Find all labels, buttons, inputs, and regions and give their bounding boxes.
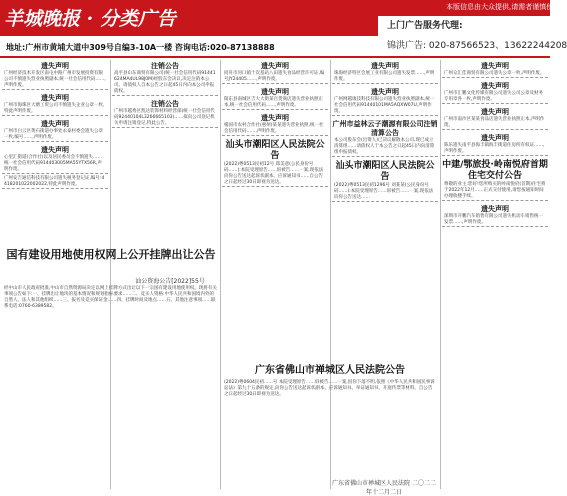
court-notice-body: (2022)粤0604民初……号 本院受理原告……诉被告……一案,因你下落不明,依照《中华人民共和国民事诉讼法》第九十五条的规定,向你公告送达起诉状副本、应诉通知书、举证通知书、开庭传票等材料。自公告之日起经过30日即视为送达。 — [224, 380, 435, 397]
header-notice: 本版信息由大众提供,请需者谨慎使用! — [445, 3, 563, 11]
notice-item: 遗失声明 广州市汇鹏文化传媒有限公司遗失公司公章及财务专用章各一枚,声明作废。 — [442, 80, 548, 104]
notice-item: 遗失声明 深圳市开鹏汽车销售有限公司遗失机动车销售统一发票……,声明作废。 — [442, 203, 548, 227]
notice-item: 遗失声明 阳东县南城区吉大大街某百货商店遗失营业执照正本,统一社会信用代码……,声明作废。 — [222, 86, 328, 110]
notice-item: 遗失声明 广州网越康技科技有限公司遗失营业执照副本,统一社会信用代码91440101MA5AQXW07U,声明作废。 — [332, 86, 438, 116]
service-title: 上门广告服务代理: — [387, 21, 463, 31]
notice-item: 注销公告 高平县山东商贸有限公司(统一社会信用代码91441624MA4UL98J0M)经股东会决议,决定注销本公司。请债权人自本公告之日起45日内向本公司申报债权。 — [112, 60, 218, 96]
address-line: 地址:广州市黄埔大道中309号自编3-10A一楼 咨询电话:020-87138888 — [6, 43, 275, 52]
notice-item: 汕头市潮阳区人民法院公告 (2022)粤0513民初1296号 刘某某(公民身份号码……):本院受理原告……诉被告……一案,现依法向你公告送达…… — [332, 159, 438, 202]
court-notice-footer: 广东省佛山市禅城区人民法院 二〇二二年十二月二日 — [332, 480, 436, 496]
newspaper-logo: 羊城晚报 · 分类广告 — [4, 8, 176, 30]
column-divider — [440, 60, 441, 489]
header-divider — [0, 56, 550, 58]
notice-item: 注销公告 广州市越秀区凯达装饰材料经营部(统一社会信用代码92440104L3266665103)……拟向公司登记机关申请注销登记,特此公告。 — [112, 98, 218, 128]
notice-item: 遗失声明 心里汇街道(合作社)以及居民委员会不慎遗失……统一社会信用代码914403005MA55YTX56R,声明作废。 — [2, 144, 108, 174]
column-2 — [112, 60, 218, 245]
column-3 — [222, 60, 328, 360]
land-notice-number: 汕公资海公告[2022]55号 — [135, 278, 205, 285]
court-notice-title: 广东省佛山市禅城区人民法院公告 — [255, 365, 405, 376]
notice-item: 遗失声明 广州市南沙区某某食品店遗失营业执照正本,声明作废。 — [442, 106, 548, 130]
land-notice-title: 国有建设用地使用权网上公开挂牌出让公告 — [6, 248, 216, 261]
notice-item: 广州安吉通信科技有限公司遗失税务登记证,编号:4418201022002022,特此声明作废。 — [2, 176, 108, 189]
column-1 — [2, 60, 108, 245]
notice-item: 遗失声明 广州市白云区黄石街道办事处永泰村委会遗失公章一枚,编号……,声明作废。 — [2, 118, 108, 142]
notice-item: 遗失声明 同舟市河口镇十次基站八田遗失食品经营许可证,编号JY24405……,声明作废。 — [222, 60, 328, 84]
notice-item: 遗失声明 广州众汇佳商贸有限公司遗失公章一枚,声明作废。 — [442, 60, 548, 78]
column-4 — [332, 60, 438, 360]
column-divider — [220, 60, 221, 489]
notice-item: 广州市益林云子潮源有限公司注销清算公告 本公司股东会(出资人)已决议解散本公司,现已成立清算组……请债权人于本公告之日起45日内向清算组申报债权。 — [332, 120, 438, 155]
notice-item: 遗失声明 楊国市农村合作社(惠州)某某遗失营业执照,统一社会信用代码……,声明作废。 — [222, 112, 328, 136]
notice-item: 遗失声明 陈乐遗失南平县海丰镇海丰街道住房所有权证……,声明作废。 — [442, 132, 548, 156]
notice-item: 遗失声明 广州市海珠区大塘工贸公司不慎遗失企业公章一枚,特此声明作废。 — [2, 92, 108, 116]
notice-item: 汕头市潮阳区人民法院公告 (2022)粤0513民初12号 郑美意(公民身份号码……):本院受理原告……诉被告……一案,现依法向你公告送达起诉状副本、应诉通知书……自公告之日起经过30日即视为送达。 — [222, 138, 328, 187]
notice-item: 遗失声明 广州经济技术开发区南屯中路广州市发展投资有限公司不慎遗失营业执照副本,统一社会信用代码……,声明作废。 — [2, 60, 108, 90]
notice-item: 中建/鄂旅投·岭南悦府首期住宅交付公告 尊敬的业主:您好!您所购买的岭南悦府(首期)住宅将于2022年12月……正式交付使用,请您按通知时间办理收楼手续。 — [442, 160, 548, 199]
notice-item: 遗失声明 珠海经济特区会展工业有限公司遗失发票……,声明作废。 — [332, 60, 438, 84]
column-5 — [442, 60, 548, 489]
service-contact: 锦洪广告: 020-87566523、13622244208 — [387, 41, 567, 51]
land-notice-body: 经中山市人民政府批准,中山市自然资源局决定以网上挂牌方式出让以下一宗国有建设用地使用权。现将有关事项公告如下:一、挂牌出让地块的基本情况和规划指标要求……二、竞买人资格:中华人民共和国境内外的自然人、法人和其他组织……三、报名及竞买保证金……四、挂牌时间及地点……五、其他注意事项……联系电话:0760-6389582。 — [4, 286, 217, 309]
